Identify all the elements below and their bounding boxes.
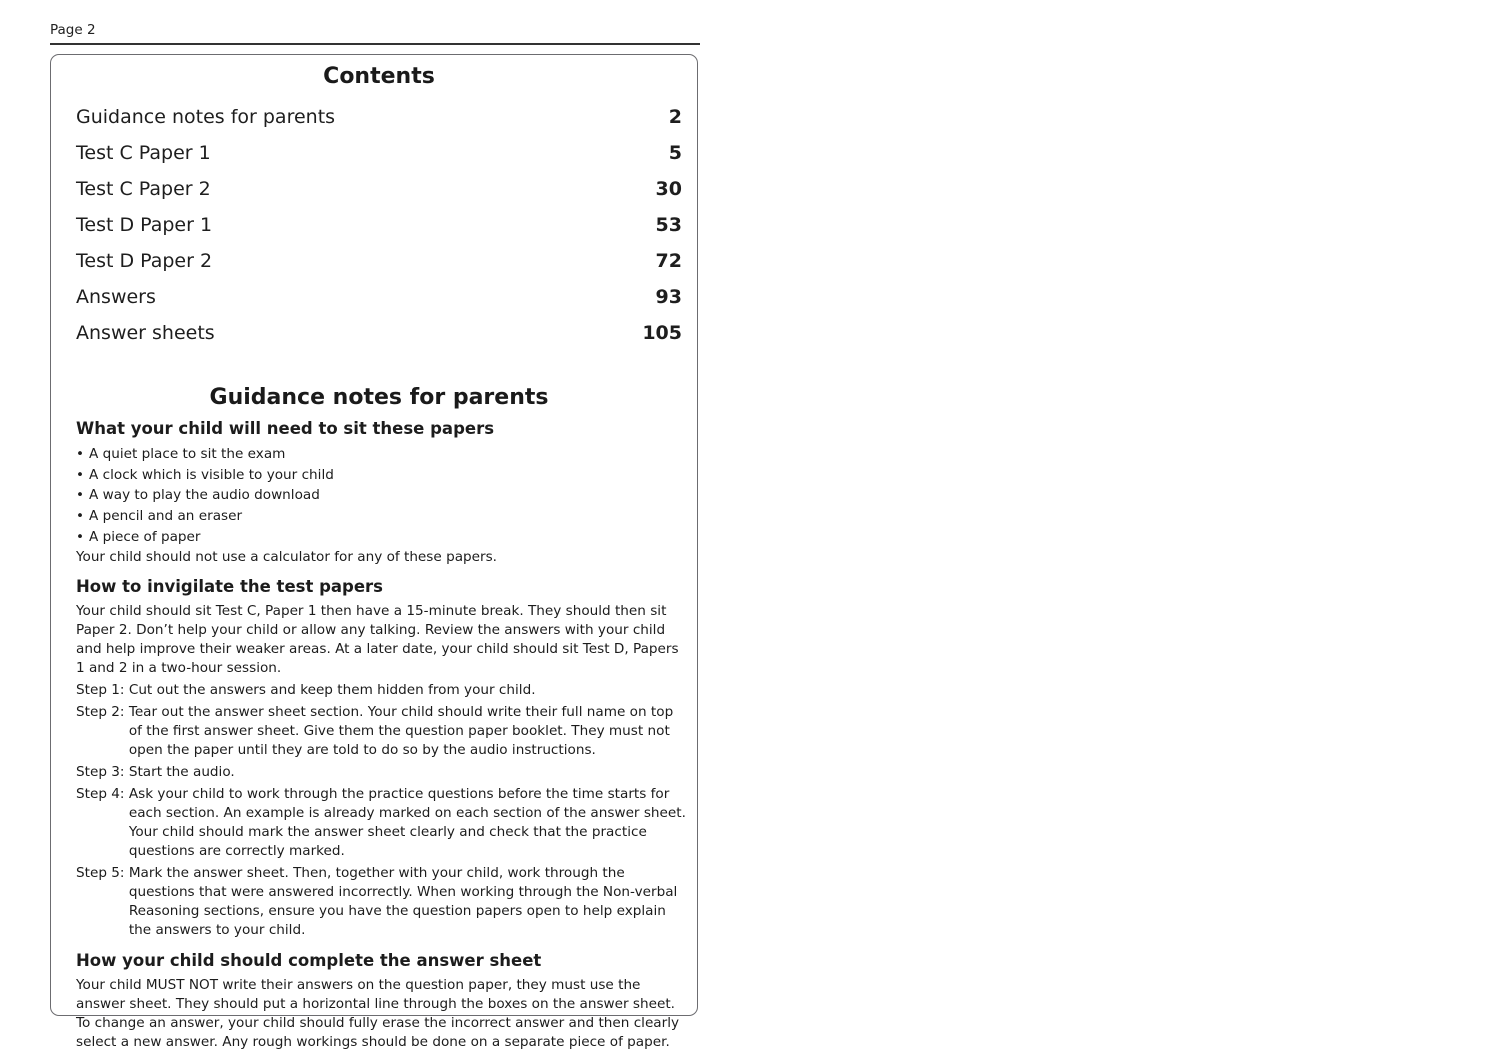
calculator-note: Your child should not use a calculator for any of these papers.: [76, 549, 498, 566]
needs-list: [76, 444, 688, 547]
list-item: [76, 485, 688, 506]
invigilate-heading: How to invigilate the test papers: [76, 577, 383, 597]
step-text: Cut out the answers and keep them hidden from your child.: [128, 682, 536, 699]
needs-heading: What your child will need to sit these papers: [76, 419, 495, 438]
list-item: [76, 506, 688, 527]
toc-entry-label: Answers: [76, 286, 156, 308]
answer-sheet-heading: How your child should complete the answer sheet: [76, 951, 542, 971]
toc-entry-label: Guidance notes for parents: [76, 106, 336, 128]
step-text: Mark the answer sheet. Then, together with your child, work through the questions that were answered incorrectly. When working through the Non-verbal Reasoning sections, ensure you have the question papers open to help explain the answers to your child.: [128, 865, 678, 939]
list-item-text: A piece of paper: [89, 528, 201, 545]
step-text: Start the audio.: [128, 764, 235, 781]
bullet-icon: •: [76, 446, 85, 462]
list-item-text: A pencil and an eraser: [89, 508, 243, 525]
step-item: [76, 763, 688, 782]
bullet-icon: •: [76, 508, 85, 525]
step-label: Step 2:: [76, 704, 129, 721]
list-item: [76, 444, 688, 465]
toc-entry-page: 30: [655, 178, 682, 200]
step-item: [76, 703, 688, 760]
bullet-icon: •: [76, 487, 85, 504]
step-label: Step 5:: [76, 865, 129, 882]
toc-entry[interactable]: [76, 250, 682, 286]
toc-entry[interactable]: [76, 142, 682, 178]
toc-entry-label: Test D Paper 1: [76, 214, 213, 236]
toc-entry[interactable]: [76, 106, 682, 142]
guidance-title: Guidance notes for parents: [209, 385, 549, 410]
step-item: [76, 681, 688, 700]
toc-entry-page: 2: [668, 106, 682, 128]
toc-entry[interactable]: [76, 214, 682, 250]
toc-entry[interactable]: [76, 178, 682, 214]
contents-title: Contents: [323, 64, 435, 89]
toc-entry-page: 72: [655, 250, 682, 272]
page-number: Page 2: [50, 22, 96, 38]
toc-entry-page: 53: [655, 214, 682, 236]
bullet-icon: •: [76, 466, 85, 483]
step-text: Tear out the answer sheet section. Your child should write their full name on top of the first answer sheet. Give them the question paper booklet. They must not open the paper until they are told to do so by the audio instructions.: [128, 704, 674, 759]
step-text: Ask your child to work through the practice questions before the time starts for each section. An example is already marked on each section of the answer sheet. Your child should mark the answer sheet clearly and check that the practice questions are correctly marked.: [128, 786, 686, 860]
invigilate-intro: Your child should sit Test C, Paper 1 then have a 15-minute break. They should then sit Paper 2. Don’t help your child or allow any talking. Review the answers with your child and help improve their weaker areas. At a later date, your child should sit Test D, Papers 1 and 2 in a two-hour session.: [76, 603, 679, 677]
step-label: Step 1:: [76, 682, 129, 699]
list-item-text: A quiet place to sit the exam: [89, 446, 286, 462]
table-of-contents: [76, 106, 682, 358]
list-item: [76, 527, 688, 548]
guidance-content: [76, 416, 688, 1052]
toc-entry-label: Answer sheets: [76, 322, 215, 344]
list-item-text: A way to play the audio download: [89, 487, 320, 504]
header-rule: [50, 43, 700, 45]
step-label: Step 4:: [76, 786, 129, 803]
toc-entry-page: 5: [668, 142, 682, 164]
list-item-text: A clock which is visible to your child: [89, 466, 334, 483]
list-item: [76, 465, 688, 486]
toc-entry-label: Test C Paper 2: [76, 178, 211, 200]
toc-entry[interactable]: [76, 286, 682, 322]
answer-sheet-text: Your child MUST NOT write their answers on the question paper, they must use the answer sheet. They should put a horizontal line through the boxes on the answer sheet. To change an answer, your child should fully erase the incorrect answer and then clearly select a new answer. Any rough workings should be done on a separate piece of paper.: [76, 977, 680, 1051]
toc-entry-label: Test D Paper 2: [76, 250, 213, 272]
step-item: [76, 864, 688, 940]
bullet-icon: •: [76, 528, 85, 545]
step-label: Step 3:: [76, 764, 129, 781]
toc-entry[interactable]: [76, 322, 682, 358]
toc-entry-page: 93: [655, 286, 682, 308]
step-item: [76, 785, 688, 861]
toc-entry-page: 105: [642, 322, 682, 344]
toc-entry-label: Test C Paper 1: [76, 142, 211, 164]
